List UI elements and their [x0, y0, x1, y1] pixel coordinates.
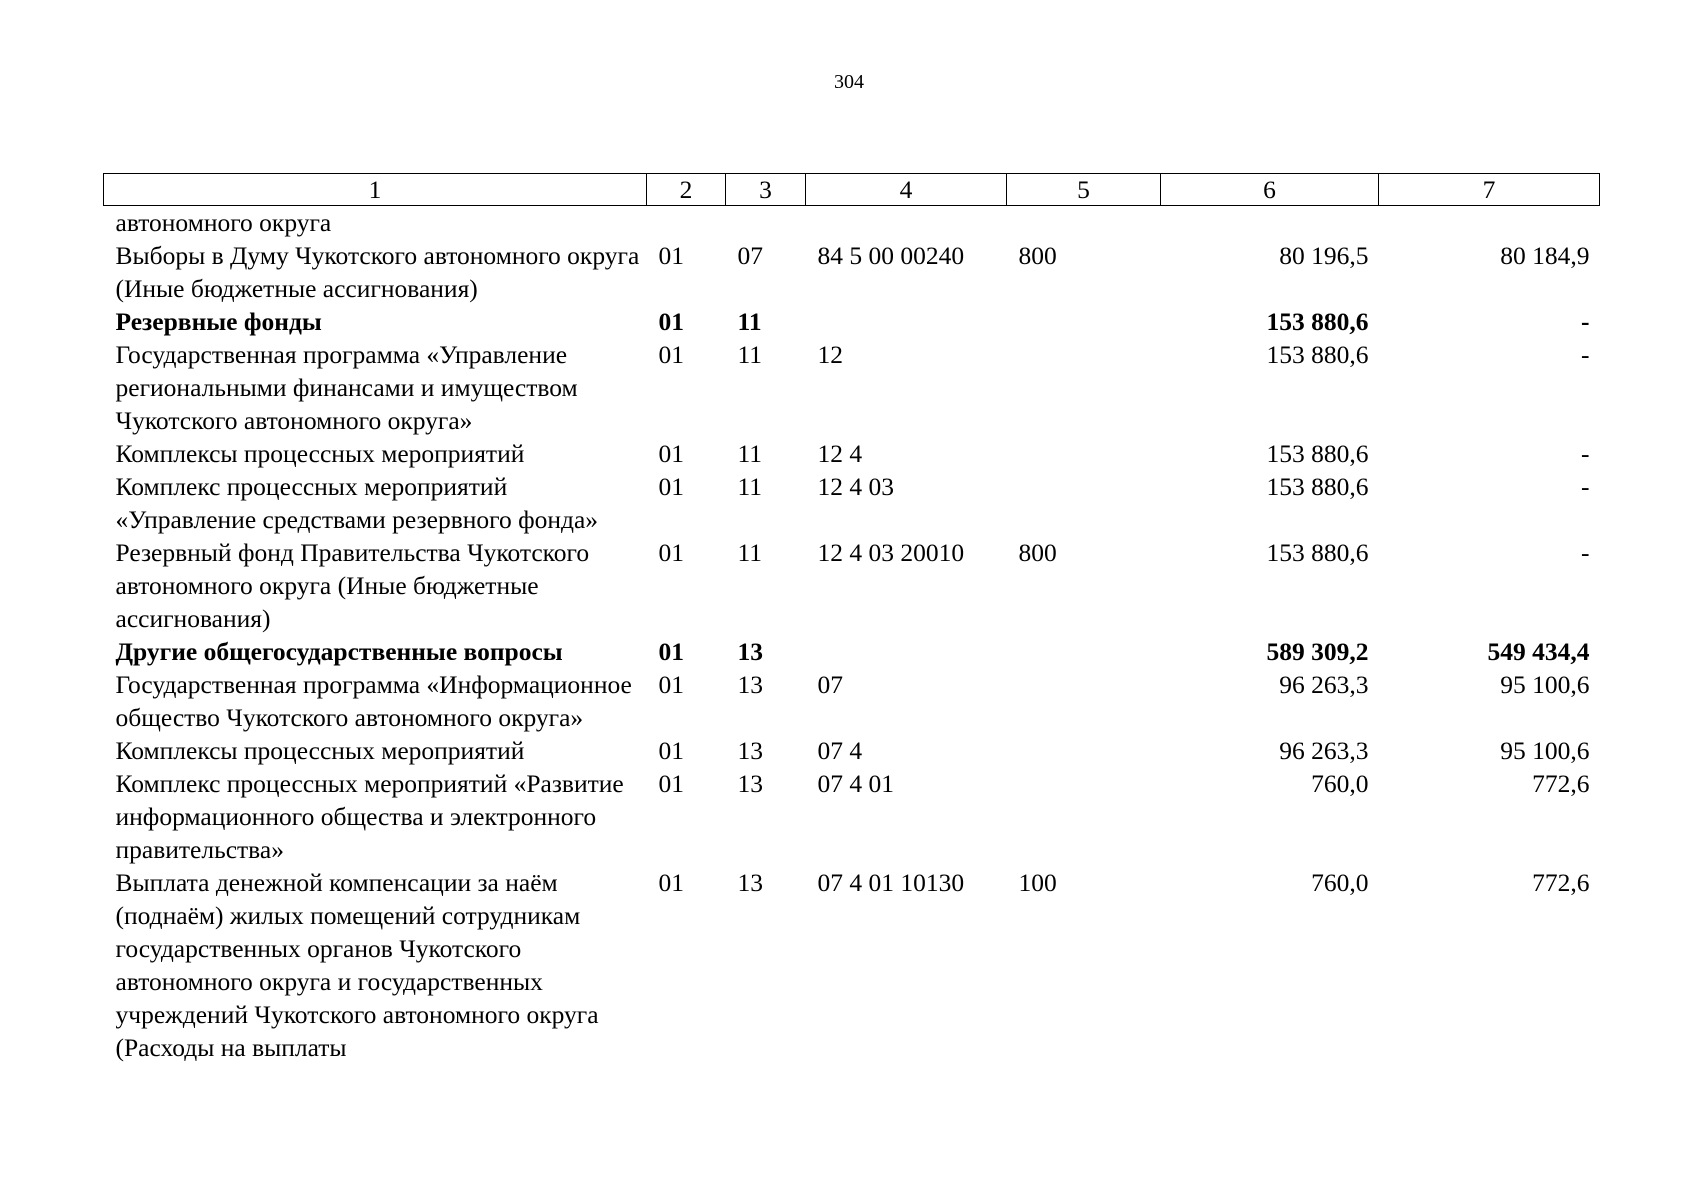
- row-section: 01: [658, 307, 684, 336]
- row-target-article: 07 4: [817, 736, 863, 765]
- table-row: [104, 338, 1600, 437]
- row-expense-type: [1007, 635, 1161, 668]
- table-row: [104, 536, 1600, 635]
- row-subsection: 13: [737, 868, 763, 897]
- table-row: [104, 206, 1600, 240]
- row-amount-1: 760,0: [1311, 769, 1369, 798]
- row-amount-2: -: [1581, 439, 1590, 468]
- row-section: 01: [658, 538, 684, 567]
- row-name: Комплексы процессных мероприятий: [115, 736, 525, 765]
- budget-table: [103, 173, 1600, 1064]
- row-expense-type: 800: [1018, 241, 1057, 270]
- row-expense-type: [1007, 206, 1161, 240]
- header-col-5: 5: [1007, 174, 1161, 206]
- row-section: 01: [658, 868, 684, 897]
- row-section: 01: [658, 736, 684, 765]
- header-col-6: 6: [1161, 174, 1379, 206]
- header-col-4: 4: [806, 174, 1007, 206]
- table-row: [104, 767, 1600, 866]
- row-target-article: 07: [817, 670, 843, 699]
- row-expense-type: [1007, 767, 1161, 866]
- row-name: Выборы в Думу Чукотского автономного округа (Иные бюджетные ассигнования): [115, 241, 640, 303]
- row-name: Выплата денежной компенсации за наём (поднаём) жилых помещений сотрудникам государственных органов Чукотского автономного округа и государственных учреждений Чукотского автономного округа (Расходы на выплаты: [115, 868, 599, 1062]
- row-amount-1: 80 196,5: [1279, 241, 1369, 270]
- row-subsection: 13: [737, 736, 763, 765]
- row-section: 01: [658, 241, 684, 270]
- row-subsection: 13: [737, 670, 763, 699]
- row-section: 01: [658, 670, 684, 699]
- row-name: автономного округа: [115, 208, 332, 237]
- row-expense-type: [1007, 305, 1161, 338]
- row-section: 01: [658, 340, 684, 369]
- header-col-1: 1: [104, 174, 647, 206]
- row-amount-2: -: [1581, 472, 1590, 501]
- row-name: Государственная программа «Информационное общество Чукотского автономного округа»: [115, 670, 632, 732]
- row-target-article: 12 4 03: [817, 472, 894, 501]
- table-row: [104, 668, 1600, 734]
- row-subsection: 11: [737, 307, 762, 336]
- row-section: [647, 206, 726, 240]
- row-amount-2: 95 100,6: [1500, 670, 1590, 699]
- row-target-article: [806, 206, 1007, 240]
- row-target-article: 12 4: [817, 439, 863, 468]
- row-subsection: [726, 206, 806, 240]
- table-row: [104, 734, 1600, 767]
- row-subsection: 11: [737, 340, 763, 369]
- row-amount-1: 589 309,2: [1266, 637, 1369, 666]
- row-target-article: [806, 305, 1007, 338]
- row-subsection: 11: [737, 538, 763, 567]
- table-row: [104, 470, 1600, 536]
- row-target-article: 84 5 00 00240: [817, 241, 965, 270]
- row-amount-1: 153 880,6: [1266, 340, 1369, 369]
- row-expense-type: 100: [1018, 868, 1057, 897]
- row-expense-type: [1007, 437, 1161, 470]
- row-name: Другие общегосударственные вопросы: [115, 637, 563, 666]
- row-name: Комплекс процессных мероприятий «Управление средствами резервного фонда»: [115, 472, 599, 534]
- table-row: [104, 305, 1600, 338]
- row-subsection: 13: [737, 769, 763, 798]
- row-amount-2: 772,6: [1532, 769, 1590, 798]
- row-amount-2: -: [1581, 538, 1590, 567]
- row-amount-1: 760,0: [1311, 868, 1369, 897]
- row-expense-type: [1007, 734, 1161, 767]
- row-target-article: 07 4 01: [817, 769, 894, 798]
- row-amount-2: 95 100,6: [1500, 736, 1590, 765]
- row-amount-2: [1379, 206, 1600, 240]
- row-amount-1: 153 880,6: [1266, 439, 1369, 468]
- row-amount-1: 153 880,6: [1266, 307, 1369, 336]
- row-expense-type: [1007, 338, 1161, 437]
- header-col-7: 7: [1379, 174, 1600, 206]
- table-row: [104, 437, 1600, 470]
- row-name: Комплекс процессных мероприятий «Развитие информационного общества и электронного правительства»: [115, 769, 624, 864]
- row-section: 01: [658, 472, 684, 501]
- table-row: [104, 635, 1600, 668]
- row-amount-1: 153 880,6: [1266, 472, 1369, 501]
- row-target-article: [806, 635, 1007, 668]
- row-amount-2: 772,6: [1532, 868, 1590, 897]
- row-expense-type: [1007, 470, 1161, 536]
- row-amount-1: 153 880,6: [1266, 538, 1369, 567]
- page-number: 304: [834, 71, 864, 93]
- row-amount-2: -: [1581, 307, 1590, 336]
- row-subsection: 11: [737, 439, 763, 468]
- row-expense-type: [1007, 668, 1161, 734]
- row-subsection: 13: [737, 637, 763, 666]
- row-target-article: 12 4 03 20010: [817, 538, 965, 567]
- row-target-article: 12: [817, 340, 843, 369]
- header-col-3: 3: [726, 174, 806, 206]
- row-amount-1: 96 263,3: [1279, 736, 1369, 765]
- row-subsection: 07: [737, 241, 763, 270]
- row-amount-1: [1161, 206, 1379, 240]
- row-amount-2: -: [1581, 340, 1590, 369]
- header-row: [104, 174, 1600, 206]
- row-name: Комплексы процессных мероприятий: [115, 439, 525, 468]
- row-section: 01: [658, 637, 684, 666]
- table-row: [104, 866, 1600, 1064]
- row-expense-type: 800: [1018, 538, 1057, 567]
- row-section: 01: [658, 769, 684, 798]
- row-name: Резервный фонд Правительства Чукотского автономного округа (Иные бюджетные ассигнования): [115, 538, 590, 633]
- row-amount-2: 549 434,4: [1487, 637, 1590, 666]
- table-row: [104, 239, 1600, 305]
- header-col-2: 2: [647, 174, 726, 206]
- row-target-article: 07 4 01 10130: [817, 868, 965, 897]
- row-subsection: 11: [737, 472, 763, 501]
- row-amount-2: 80 184,9: [1500, 241, 1590, 270]
- row-section: 01: [658, 439, 684, 468]
- row-amount-1: 96 263,3: [1279, 670, 1369, 699]
- row-name: Резервные фонды: [115, 307, 322, 336]
- row-name: Государственная программа «Управление региональными финансами и имуществом Чукотского автономного округа»: [115, 340, 578, 435]
